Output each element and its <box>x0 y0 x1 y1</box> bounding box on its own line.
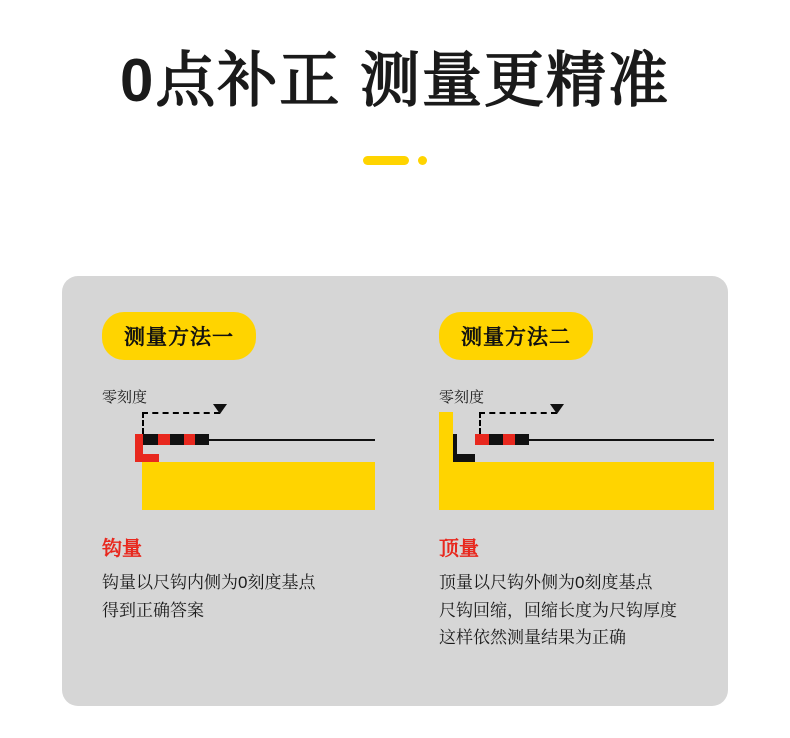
method-two-caption-lines <box>439 569 728 652</box>
zero-scale-label-two: 零刻度 <box>439 389 485 406</box>
divider-dash-icon <box>363 156 409 165</box>
tape-segment-black-1-two <box>489 434 503 445</box>
pointer-triangle-two <box>550 404 564 414</box>
method-two-caption-line-1: 顶量以尺钩外侧为0刻度基点 <box>439 573 653 592</box>
tape-hook-foot-two <box>453 454 475 462</box>
method-one-caption-line-2: 得到正确答案 <box>102 600 204 620</box>
method-column-two <box>395 312 728 652</box>
zero-scale-label-one: 零刻度 <box>102 389 148 406</box>
tape-segment-black-2-two <box>515 434 529 445</box>
leader-dash-horizontal-one <box>142 412 220 414</box>
leader-dash-vertical-two <box>479 412 481 434</box>
leader-dash-vertical-one <box>142 412 144 434</box>
page-root <box>0 47 790 648</box>
title-divider <box>0 154 790 166</box>
method-one-badge: 测量方法一 <box>102 312 256 360</box>
method-column-one <box>62 312 395 652</box>
method-two-caption-title: 顶量 <box>439 538 479 560</box>
method-one-caption-line-1: 钩量以尺钩内侧为0刻度基点 <box>102 573 316 592</box>
method-two-diagram <box>439 386 729 526</box>
leader-dash-horizontal-two <box>479 412 557 414</box>
tape-segment-black-1-one <box>142 434 158 445</box>
tape-blade-line-one <box>209 439 375 441</box>
method-two-badge: 测量方法二 <box>439 312 593 360</box>
method-two-caption-line-2: 尺钩回缩，回缩长度为尺钩厚度 <box>439 600 677 620</box>
divider-dot-icon <box>418 156 427 165</box>
method-one-diagram <box>102 386 392 526</box>
tape-segment-black-3-one <box>195 434 209 445</box>
tape-segment-red-2-two <box>503 434 515 445</box>
methods-columns <box>62 276 728 652</box>
tape-hook-foot-one <box>135 454 159 462</box>
tape-segment-red-1-one <box>158 434 170 445</box>
pointer-triangle-one <box>213 404 227 414</box>
tape-blade-line-two <box>529 439 714 441</box>
measured-object-two <box>439 462 714 510</box>
method-one-caption-lines <box>102 569 395 624</box>
tape-segment-black-2-one <box>170 434 184 445</box>
methods-panel <box>62 276 728 706</box>
page-title: 0点补正 测量更精准 <box>119 47 671 114</box>
method-two-caption-line-3: 这样依然测量结果为正确 <box>439 628 626 648</box>
object-vertical-edge-two <box>439 412 453 462</box>
measured-object-one <box>142 462 375 510</box>
tape-segment-red-1-two <box>475 434 489 445</box>
method-one-caption-title: 钩量 <box>102 538 142 560</box>
tape-segment-red-2-one <box>184 434 195 445</box>
